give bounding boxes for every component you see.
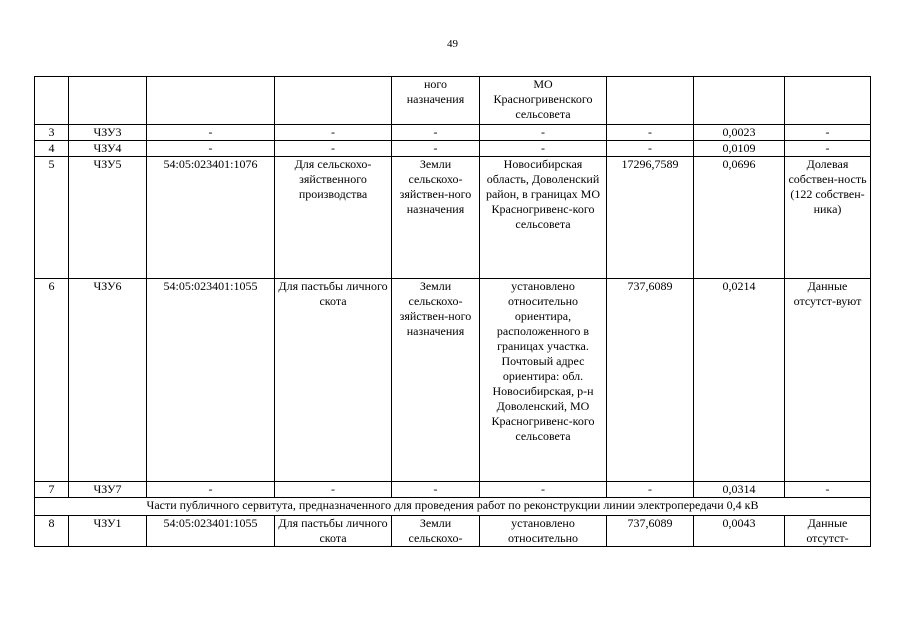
section-title: Части публичного сервитута, предназначенного для проведения работ по реконструкции линии электропередачи 0,4 кВ [35,498,871,516]
cell-rights: - [785,482,871,498]
cell-rights [785,77,871,125]
cell-code: ЧЗУ4 [69,141,147,157]
cell-location: установлено относительно [480,516,607,547]
section-row [35,498,871,516]
cell-code: ЧЗУ1 [69,516,147,547]
cell-area-total [607,77,694,125]
cell-category: ного назначения [392,77,480,125]
cell-category: Земли сельскохо-зяйствен-ного назначения [392,157,480,279]
cell-area-part [694,77,785,125]
cell-area-total: - [607,482,694,498]
cell-rights: Данные отсутст- [785,516,871,547]
table-row [35,279,871,482]
cell-location: Новосибирская область, Доволенский район, в границах МО Красногривенс-кого сельсовета [480,157,607,279]
cell-category: Земли сельскохо-зяйствен-ного назначения [392,279,480,482]
cell-area-total: 737,6089 [607,279,694,482]
cell-num: 8 [35,516,69,547]
cell-area-total: - [607,125,694,141]
table-row [35,482,871,498]
cell-category: - [392,141,480,157]
cell-location: - [480,141,607,157]
cell-use: - [275,125,392,141]
cell-use: Для пастьбы личного скота [275,279,392,482]
cell-category: - [392,482,480,498]
cell-num: 3 [35,125,69,141]
table-row [35,157,871,279]
cell-category: - [392,125,480,141]
table-row [35,125,871,141]
cell-area-total: 17296,7589 [607,157,694,279]
cell-code: ЧЗУ6 [69,279,147,482]
cell-num: 5 [35,157,69,279]
cell-location: МО Красногривенского сельсовета [480,77,607,125]
cell-num [35,77,69,125]
cell-category: Земли сельскохо- [392,516,480,547]
cell-area-total: 737,6089 [607,516,694,547]
cell-use: Для пастьбы личного скота [275,516,392,547]
cell-area-part: 0,0696 [694,157,785,279]
cell-rights: Данные отсутст-вуют [785,279,871,482]
cell-use [275,77,392,125]
table-row [35,516,871,547]
table-row [35,141,871,157]
cell-area-part: 0,0314 [694,482,785,498]
cell-num: 4 [35,141,69,157]
cell-area-part: 0,0214 [694,279,785,482]
cell-cadastral: 54:05:023401:1076 [147,157,275,279]
cell-location: установлено относительно ориентира, расположенного в границах участка. Почтовый адрес ориентира: обл. Новосибирская, р-н Доволенский, МО Красногривенс-кого сельсовета [480,279,607,482]
cell-use: - [275,482,392,498]
cell-use: - [275,141,392,157]
cell-cadastral: 54:05:023401:1055 [147,279,275,482]
cell-area-part: 0,0043 [694,516,785,547]
cell-cadastral [147,77,275,125]
cell-code [69,77,147,125]
cell-rights: Долевая собствен-ность (122 собствен-ника) [785,157,871,279]
cell-cadastral: 54:05:023401:1055 [147,516,275,547]
page-number: 49 [447,38,458,50]
cell-rights: - [785,125,871,141]
cell-use: Для сельскохо-зяйственного производства [275,157,392,279]
cell-area-part: 0,0109 [694,141,785,157]
cell-code: ЧЗУ3 [69,125,147,141]
cell-cadastral: - [147,125,275,141]
table-row [35,77,871,125]
cell-area-total: - [607,141,694,157]
cell-cadastral: - [147,482,275,498]
cell-num: 7 [35,482,69,498]
cell-code: ЧЗУ5 [69,157,147,279]
cell-num: 6 [35,279,69,482]
cell-code: ЧЗУ7 [69,482,147,498]
servitude-table [34,76,871,547]
cell-location: - [480,125,607,141]
cell-area-part: 0,0023 [694,125,785,141]
cell-location: - [480,482,607,498]
cell-cadastral: - [147,141,275,157]
cell-rights: - [785,141,871,157]
